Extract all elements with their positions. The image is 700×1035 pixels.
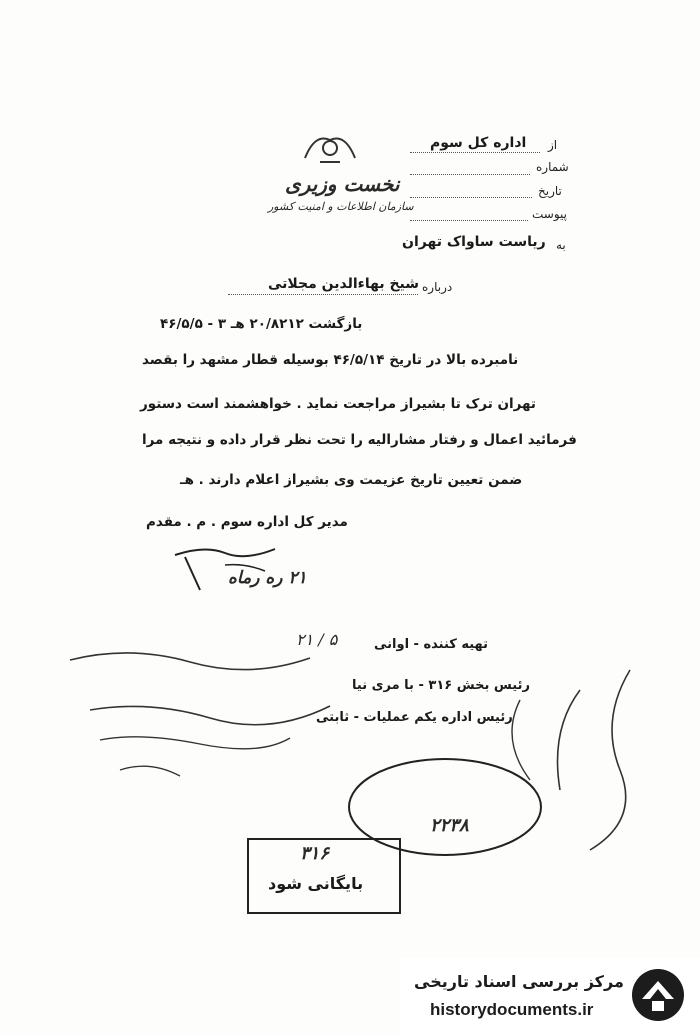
body-line-1: نامبرده بالا در تاریخ ۴۶/۵/۱۴ بوسیله قطار مشهد را بقصد [142,352,519,368]
watermark-line2: historydocuments.ir [430,1000,594,1019]
preparer-line: تهیه کننده - اوانی [374,637,489,652]
reference-line: بازگشت ۲۰/۸۲۱۲ هـ ۳ - ۴۶/۵/۵ [160,316,363,332]
handwritten-date: ۲۱ ره رماه [228,568,307,588]
attachment-dots [410,220,528,221]
section-head-line: رئیس بخش ۳۱۶ - با مری نیا [352,678,530,693]
number-label: شماره [536,160,569,174]
attachment-label: پیوست [532,207,567,221]
to-value: ریاست ساواک تهران [402,234,546,250]
subject-value: شیخ بهاءالدین مجلاتی [268,276,420,292]
left-notes-scribble [60,640,340,800]
body-line-3: فرمائید اعمال و رفتار مشارالیه را تحت نظر قرار داده و نتیجه مرا [142,432,577,448]
from-label: از [548,138,558,152]
body-line-4: ضمن تعیین تاریخ عزیمت وی بشیراز اعلام دارند . هـ [180,472,523,488]
from-dots [410,152,540,153]
preparer-note: ۲۱ / ۵ [296,630,338,649]
signature-title: مدیر کل اداره سوم . م . مقدم [146,514,348,530]
archive-box-text: بایگانی شود [268,874,364,893]
archive-box-number: ۳۱۶ [300,843,330,864]
body-line-2: تهران ترک تا بشیراز مراجعت نماید . خواهشمند است دستور [140,396,537,412]
subject-dots [228,294,418,295]
subject-label: درباره [422,280,453,294]
emblem-icon [300,128,360,168]
ops-head-line: رئیس اداره یکم عملیات - ثابتی [316,710,513,725]
emblem-title: نخست وزیری [285,172,400,196]
date-dots [410,197,532,198]
watermark-line1: مرکز بررسی اسناد تاریخی [414,972,624,991]
received-number: ۲۲۳۸ [430,815,469,836]
date-label: تاریخ [538,184,562,198]
to-label: به [556,238,566,252]
watermark-logo-icon [628,965,688,1025]
emblem-subtitle: سازمان اطلاعات و امنیت کشور [268,200,414,213]
number-dots [410,174,530,175]
from-value: اداره کل سوم [430,135,527,151]
